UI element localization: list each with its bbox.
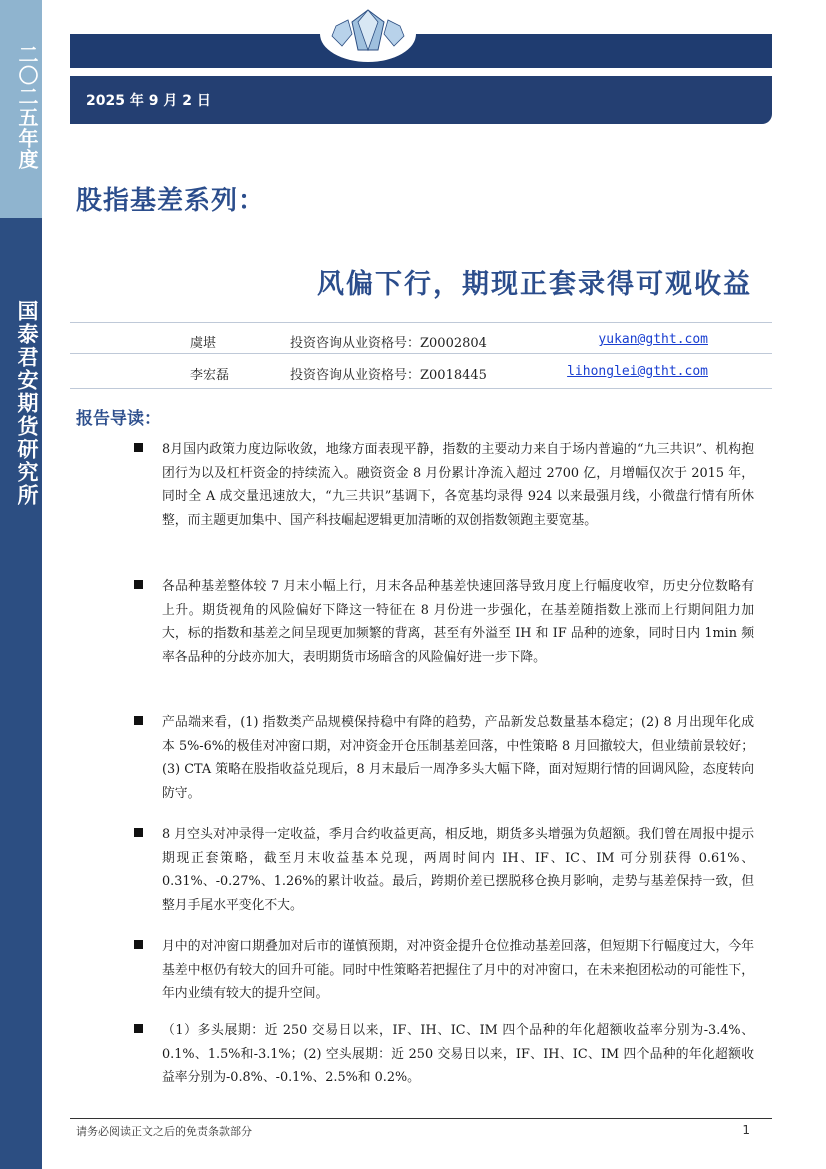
author-cert: 投资咨询从业资格号：Z0018445 [290,368,487,383]
diamond-logo-icon [318,4,418,64]
footer-disclaimer: 请务必阅读正文之后的免责条款部分 [76,1125,252,1138]
guide-title: 报告导读： [76,409,161,429]
square-bullet-icon [134,828,143,837]
author-name: 李宏磊 [190,368,230,383]
bullet-text: （1）多头展期：近 250 交易日以来，IF、IH、IC、IM 四个品种的年化超额收益率分别为-3.4%、0.1%、1.5%和-3.1%；(2) 空头展期：近 250 交易日以来，IF、IH、IC、IM 四个品种的年化超额收益率分别为-0.8%、-0.1%、2.5%和 0.2%。 [162,1023,754,1085]
square-bullet-icon [134,443,143,452]
author-email-link[interactable]: yukan@gtht.com [598,332,708,347]
author-email-link[interactable]: lihonglei@gtht.com [567,364,708,379]
square-bullet-icon [134,580,143,589]
sidebar-org-name: 国泰君安期货研究所 [15,300,40,507]
bullet-text: 8 月空头对冲录得一定收益，季月合约收益更高，相反地，期货多头增强为负超额。我们曾在周报中提示期现正套策略，截至月末收益基本兑现，两周时间内 IH、IF、IC、IM 可分别获得 0.61%、0.31%、-0.27%、1.26%的累计收益。最后，跨期价差已摆脱移仓换月影响，走势与基差保持一致，但整月手尾水平变化不大。 [162,827,754,913]
bullet-text: 各品种基差整体较 7 月末小幅上行，月末各品种基差快速回落导致月度上行幅度收窄，历史分位数略有上升。期货视角的风险偏好下降这一特征在 8 月份进一步强化，在基差随指数上涨而上行期间阻力加大，标的指数和基差之间呈现更加频繁的背离，甚至有外溢至 IH 和 IF 品种的迹象，同时日内 1min 频率各品种的分歧亦加大，表明期货市场暗含的风险偏好进一步下降。 [162,579,754,665]
square-bullet-icon [134,940,143,949]
list-item [134,1019,754,1090]
list-item [134,823,754,917]
sidebar-year-label: 二〇二五年度 [15,44,39,170]
main-title: 风偏下行，期现正套录得可观收益 [317,269,752,300]
list-item [134,438,754,532]
author-divider-bottom [70,388,772,389]
bullet-text: 8月国内政策力度边际收敛，地缘方面表现平静，指数的主要动力来自于场内普遍的“九三共识”、机构抱团行为以及杠杆资金的持续流入。融资资金 8 月份累计净流入超过 2700 亿，月增幅仅次于 2015 年，同时全 A 成交量迅速放大，“九三共识”基调下，各宽基均录得 924 以来最强月线，小微盘行情有所休整，而主题更加集中、国产科技崛起逻辑更加清晰的双创指数领跑主要宽基。 [162,442,754,528]
author-name: 虞堪 [190,336,217,351]
bullet-text: 产品端来看，(1) 指数类产品规模保持稳中有降的趋势，产品新发总数量基本稳定；(2) 8 月出现年化成本 5%-6%的极佳对冲窗口期，对冲资金开仓压制基差回落，中性策略 8 月回撤较大，但业绩前景较好；(3) CTA 策略在股指收益兑现后，8 月末最后一周净多头大幅下降，面对短期行情的回调风险，态度转向防守。 [162,715,754,801]
list-item [134,575,754,669]
page-number: 1 [742,1123,750,1137]
date-bar [70,76,772,124]
author-cert: 投资咨询从业资格号：Z0002804 [290,336,487,351]
author-divider [70,353,772,354]
report-date: 2025 年 9 月 2 日 [86,93,211,109]
square-bullet-icon [134,1024,143,1033]
author-divider-top [70,322,772,323]
footer-divider [70,1118,772,1119]
header-band [70,34,772,68]
bullet-text: 月中的对冲窗口期叠加对后市的谨慎预期，对冲资金提升仓位推动基差回落，但短期下行幅度过大，今年基差中枢仍有较大的回升可能。同时中性策略若把握住了月中的对冲窗口，在未来抱团松动的可能性下，年内业绩有较大的提升空间。 [162,939,754,1001]
square-bullet-icon [134,716,143,725]
list-item [134,935,754,1006]
list-item [134,711,754,805]
series-title: 股指基差系列： [76,186,266,216]
